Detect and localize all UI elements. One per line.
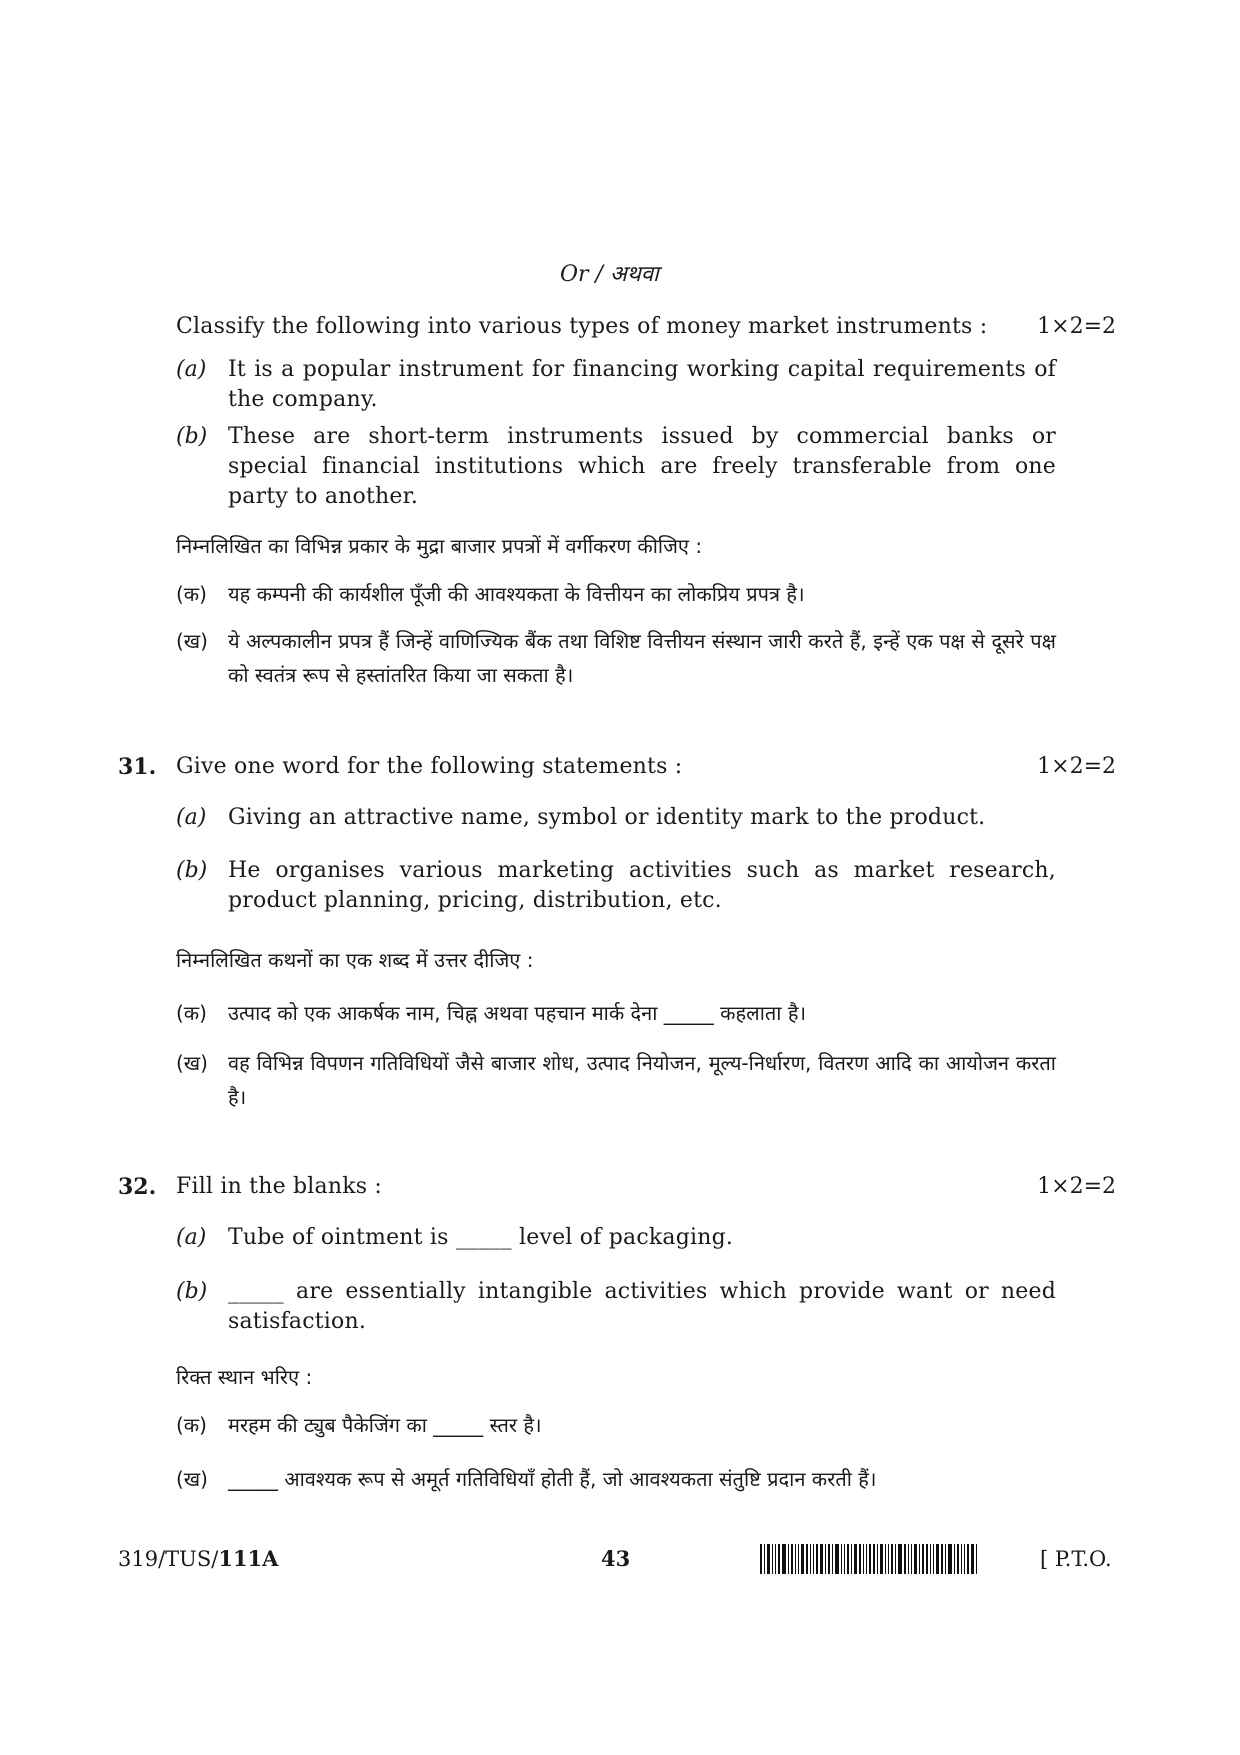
- barcode-bar: [798, 1544, 799, 1574]
- q32-item-b-text: _____ are essentially intangible activities which provide want or need satisfaction.: [228, 1279, 1056, 1334]
- barcode-bar: [930, 1544, 931, 1574]
- paper-code: [118, 1544, 278, 1574]
- barcode-bar: [760, 1544, 762, 1574]
- barcode-bar: [880, 1544, 883, 1574]
- barcode-bar: [782, 1544, 786, 1574]
- barcode-bar: [911, 1544, 912, 1574]
- barcode-bar: [844, 1544, 845, 1574]
- or-item-b-label: (b): [176, 424, 208, 449]
- barcode-bar: [895, 1544, 896, 1574]
- or-divider: Or / अथवा: [560, 262, 659, 287]
- or-item-ka-text: यह कम्पनी की कार्यशील पूँजी की आवश्यकता के वित्तीयन का लोकप्रिय प्रपत्र है।: [228, 582, 805, 606]
- q31-item-b-label: (b): [176, 858, 208, 883]
- q32-item-b-label: (b): [176, 1279, 208, 1304]
- barcode: [760, 1544, 1022, 1574]
- barcode-bar: [922, 1544, 924, 1574]
- barcode-bar: [971, 1544, 974, 1574]
- q31-item-a-text: Giving an attractive name, symbol or identity mark to the product.: [228, 805, 986, 830]
- or-item-kha-text: ये अल्पकालीन प्रपत्र हैं जिन्हें वाणिज्यिक बैंक तथा विशिष्ट वित्तीयन संस्थान जारी करते हैं, इन्हें एक पक्ष से दूसरे पक्ष को स्वतंत्र रूप से हस्तांतरित किया जा सकता है।: [228, 629, 1056, 687]
- or-item-ka-label: (क): [176, 582, 207, 606]
- or-prompt-hi: निम्नलिखित का विभिन्न प्रकार के मुद्रा बाजार प्रपत्रों में वर्गीकरण कीजिए :: [176, 534, 703, 558]
- barcode-bar: [885, 1544, 886, 1574]
- or-item-a-label: (a): [176, 357, 207, 382]
- q31-item-a-label: (a): [176, 805, 207, 830]
- pto-label: [ P.T.O.: [1040, 1547, 1112, 1571]
- barcode-bar: [767, 1544, 770, 1574]
- barcode-bar: [778, 1544, 780, 1574]
- barcode-bar: [854, 1544, 857, 1574]
- barcode-bar: [877, 1544, 878, 1574]
- barcode-bar: [813, 1544, 814, 1574]
- barcode-bar: [841, 1544, 842, 1574]
- barcode-bar: [828, 1544, 830, 1574]
- barcode-bar: [869, 1544, 871, 1574]
- barcode-bar: [873, 1544, 875, 1574]
- barcode-bar: [820, 1544, 823, 1574]
- barcode-bar: [816, 1544, 818, 1574]
- barcode-bar: [908, 1544, 909, 1574]
- q31-prompt-en: Give one word for the following statements :: [176, 754, 683, 779]
- barcode-bar: [835, 1544, 839, 1574]
- barcode-bar: [810, 1544, 811, 1574]
- barcode-bar: [772, 1544, 773, 1574]
- barcode-bar: [866, 1544, 867, 1574]
- q31-item-ka-text: उत्पाद को एक आकर्षक नाम, चिह्न अथवा पहचान मार्क देना _____ कहलाता है।: [228, 1001, 807, 1025]
- q31-item-kha-text: वह विभिन्न विपणन गतिविधियों जैसे बाजार शोध, उत्पाद नियोजन, मूल्य-निर्धारण, वितरण आदि का आयोजन करता है।: [228, 1051, 1056, 1109]
- barcode-bar: [863, 1544, 864, 1574]
- barcode-bar: [936, 1544, 939, 1574]
- barcode-bar: [888, 1544, 889, 1574]
- barcode-bar: [941, 1544, 943, 1574]
- q32-item-kha-text: _____ आवश्यक रूप से अमूर्त गतिविधियाँ होती हैं, जो आवश्यकता संतुष्टि प्रदान करती हैं।: [228, 1467, 877, 1491]
- barcode-bar: [914, 1544, 917, 1574]
- barcode-bar: [801, 1544, 804, 1574]
- q31-prompt-hi: निम्नलिखित कथनों का एक शब्द में उत्तर दीजिए :: [176, 948, 534, 972]
- barcode-bar: [859, 1544, 861, 1574]
- q32-number: 32.: [118, 1174, 157, 1200]
- q32-marks: 1×2=2: [1037, 1174, 1116, 1199]
- barcode-bar: [775, 1544, 776, 1574]
- or-item-a-text: It is a popular instrument for financing working capital requirements of the company.: [228, 357, 1056, 412]
- barcode-bar: [919, 1544, 920, 1574]
- barcode-bar: [806, 1544, 808, 1574]
- barcode-bar: [825, 1544, 826, 1574]
- q32-prompt-hi: रिक्त स्थान भरिए :: [176, 1365, 313, 1389]
- or-item-b-text: These are short-term instruments issued by commercial banks or special financial institutions which are freely transferable from one party to another.: [228, 424, 1056, 509]
- q32-prompt-en: Fill in the blanks :: [176, 1174, 383, 1199]
- or-item-kha-label: (ख): [176, 629, 208, 653]
- barcode-bar: [788, 1544, 789, 1574]
- barcode-bar: [961, 1544, 962, 1574]
- q32-item-ka-text: मरहम की ट्युब पैकेजिंग का _____ स्तर है।: [228, 1413, 542, 1437]
- barcode-bar: [898, 1544, 902, 1574]
- barcode-bar: [945, 1544, 946, 1574]
- barcode-bar: [933, 1544, 934, 1574]
- barcode-bar: [954, 1544, 955, 1574]
- barcode-bar: [832, 1544, 833, 1574]
- q31-item-kha-label: (ख): [176, 1051, 208, 1075]
- q31-marks: 1×2=2: [1037, 754, 1116, 779]
- paper-code-prefix: 319/TUS/: [118, 1547, 219, 1571]
- q32-item-a-text: Tube of ointment is _____ level of packaging.: [228, 1225, 734, 1250]
- barcode-bar: [948, 1544, 952, 1574]
- or-marks: 1×2=2: [1037, 314, 1116, 339]
- barcode-bar: [967, 1544, 969, 1574]
- q31-item-ka-label: (क): [176, 1001, 207, 1025]
- barcode-bar: [976, 1544, 977, 1574]
- barcode-bar: [851, 1544, 852, 1574]
- barcode-bar: [764, 1544, 765, 1574]
- barcode-bar: [926, 1544, 928, 1574]
- q32-item-kha-label: (ख): [176, 1467, 208, 1491]
- barcode-bar: [847, 1544, 849, 1574]
- paper-code-set: 111A: [218, 1546, 279, 1571]
- barcode-bar: [891, 1544, 893, 1574]
- barcode-bar: [791, 1544, 793, 1574]
- q32-item-a-label: (a): [176, 1225, 207, 1250]
- q31-item-b-text: He organises various marketing activities such as market research, product planning, pricing, distribution, etc.: [228, 858, 1056, 913]
- barcode-bar: [957, 1544, 959, 1574]
- barcode-bar: [795, 1544, 796, 1574]
- or-prompt-en: Classify the following into various types of money market instruments :: [176, 314, 988, 339]
- barcode-bar: [904, 1544, 906, 1574]
- page-number: 43: [601, 1546, 631, 1571]
- q31-number: 31.: [118, 754, 157, 780]
- q32-item-ka-label: (क): [176, 1413, 207, 1437]
- barcode-bar: [964, 1544, 965, 1574]
